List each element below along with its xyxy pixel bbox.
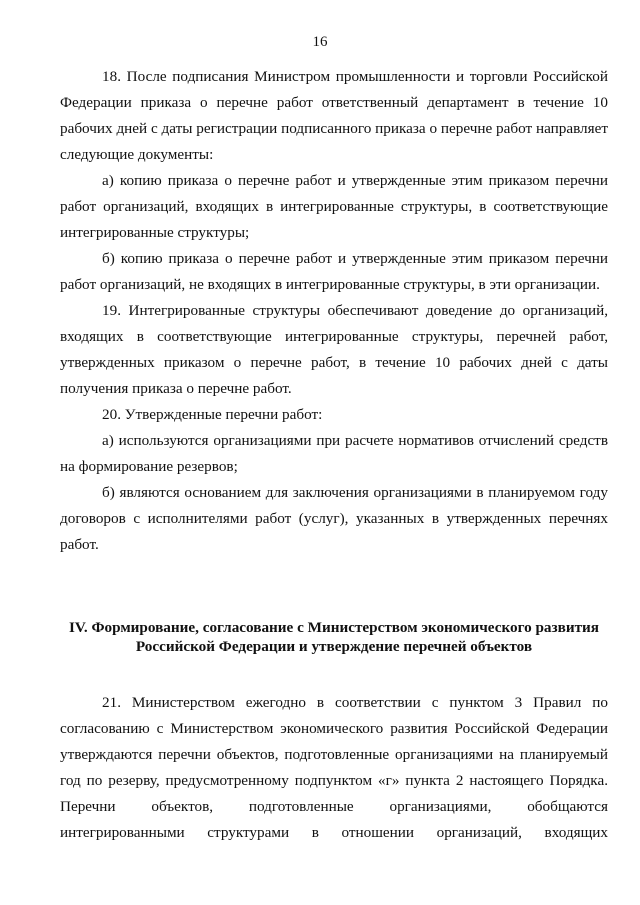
paragraph-18-b: б) копию приказа о перечне работ и утвержденные этим приказом перечни работ организаций, не входящих в интегрированные структуры, в эти организации. (60, 250, 608, 293)
paragraph-21: 21. Министерством ежегодно в соответствии с пунктом 3 Правил по согласованию с Министерством экономического развития Российской Федерации утверждаются перечни объектов, подготовленные организациями на планируемый год по резерву, предусмотренному подпунктом «г» пункта 2 настоящего Порядка. Перечни объектов, подготовленные организациями, обобщаются интегрированными структурами в отношении организаций, входящих (60, 694, 608, 841)
document-body (60, 64, 608, 846)
paragraph-20-a: а) используются организациями при расчете нормативов отчислений средств на формирование резервов; (60, 432, 608, 475)
paragraph-19: 19. Интегрированные структуры обеспечивают доведение до организаций, входящих в соответствующие интегрированные структуры, перечней работ, утвержденных приказом о перечне работ, в течение 10 рабочих дней с даты получения приказа о перечне работ. (60, 302, 608, 397)
page-number: 16 (312, 34, 328, 50)
section-spacer (60, 558, 608, 618)
section-heading-line-1: IV. Формирование, согласование с Министерством экономического развития (68, 619, 600, 636)
paragraph-18-a: а) копию приказа о перечне работ и утвержденные этим приказом перечни работ организаций, входящих в интегрированные структуры, в соответствующие интегрированные структуры; (60, 172, 608, 241)
paragraph-20: 20. Утвержденные перечни работ: (102, 406, 323, 423)
section-heading-line-2: Российской Федерации и утверждение перечней объектов (135, 638, 533, 655)
paragraph-18: 18. После подписания Министром промышленности и торговли Российской Федерации приказа о перечне работ ответственный департамент в течение 10 рабочих дней с даты регистрации подписанного приказа о перечне работ направляет следующие документы: (60, 68, 608, 163)
paragraph-20-b: б) являются основанием для заключения организациями в планируемом году договоров с исполнителями работ (услуг), указанных в утвержденных перечнях работ. (60, 484, 608, 553)
section-heading (60, 618, 608, 656)
